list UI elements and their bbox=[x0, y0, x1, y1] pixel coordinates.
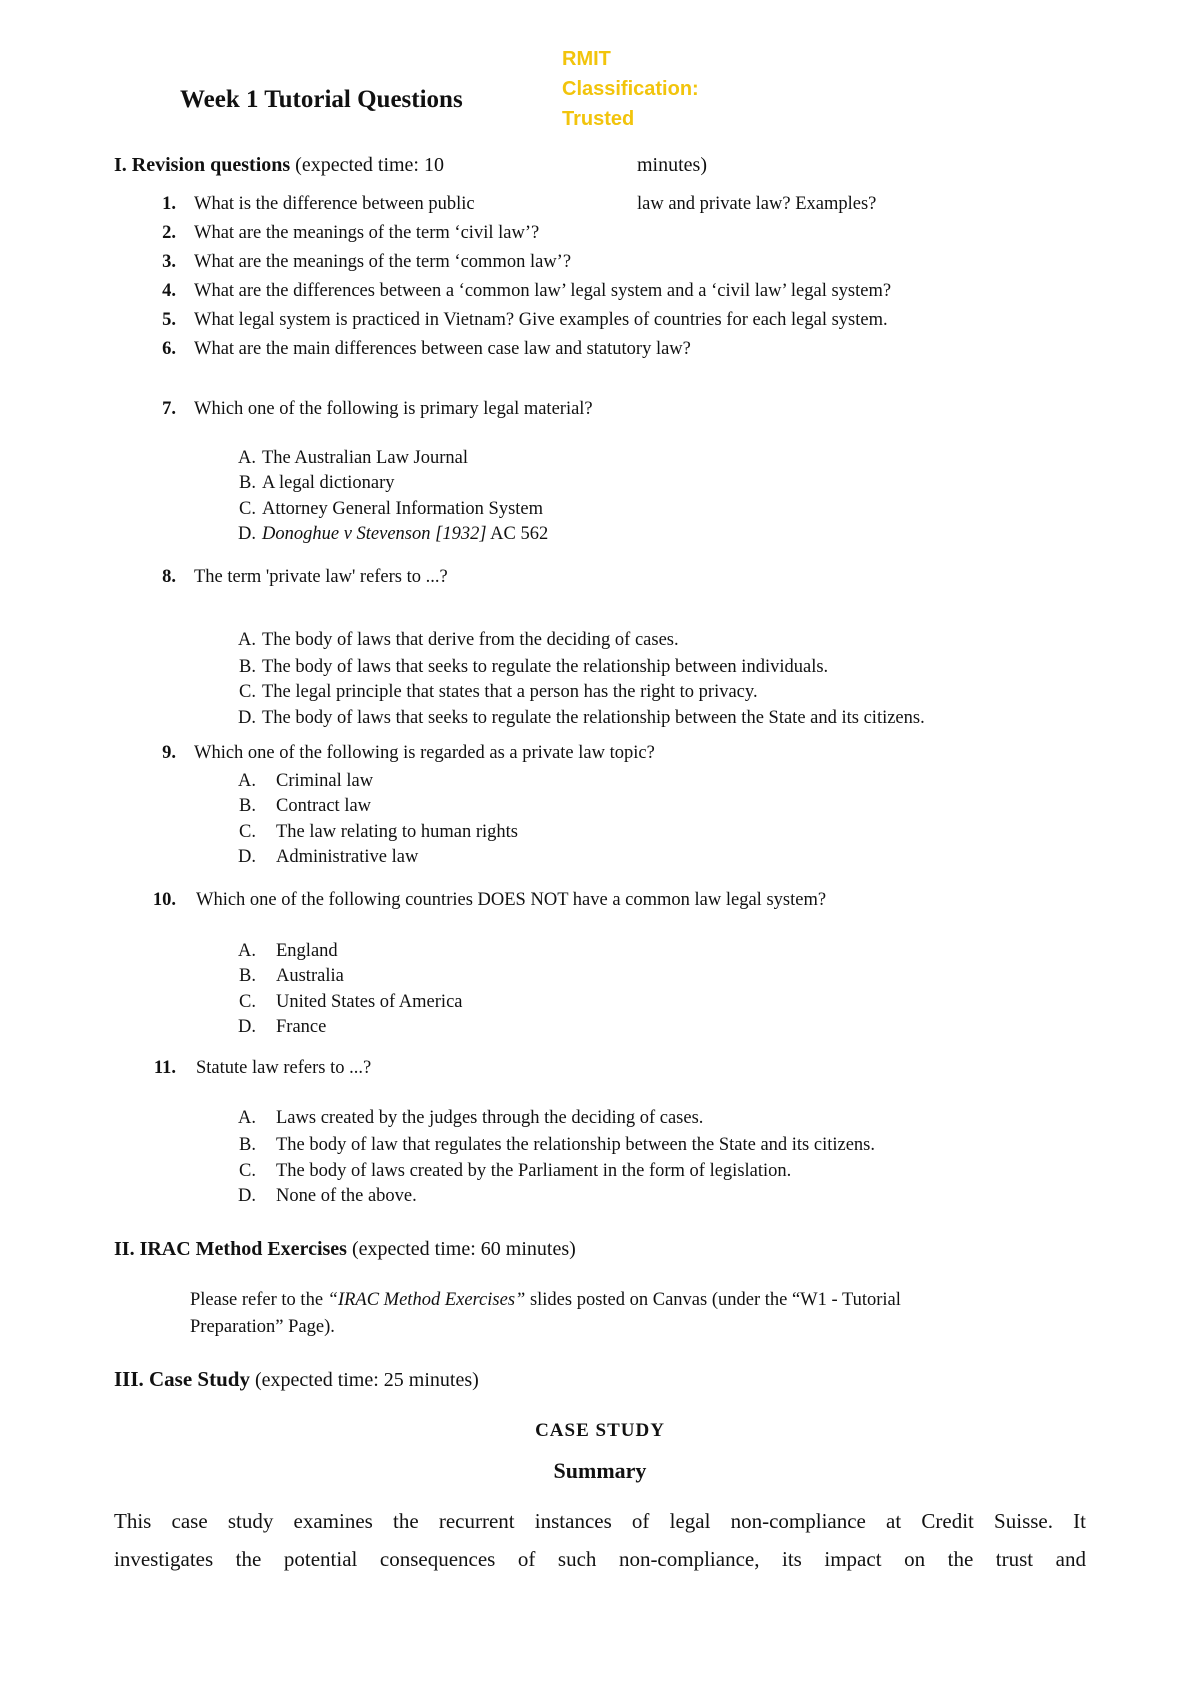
option-text: Attorney General Information System bbox=[262, 499, 544, 519]
section-1-heading bbox=[114, 154, 444, 177]
irac-note bbox=[190, 1290, 901, 1311]
section-2-title: II. IRAC Method Exercises bbox=[114, 1238, 347, 1260]
question-text: What are the meanings of the term ‘civil law’? bbox=[194, 223, 540, 243]
section-1-title: I. Revision questions bbox=[114, 154, 291, 176]
question-number: 7. bbox=[162, 399, 176, 419]
question-number: 3. bbox=[162, 252, 176, 272]
irac-note-italic: “IRAC Method Exercises” bbox=[327, 1290, 526, 1310]
section-1-time-end: minutes) bbox=[637, 154, 707, 176]
option-text: Laws created by the judges through the deciding of cases. bbox=[276, 1108, 704, 1128]
question-text: What is the difference between public bbox=[194, 194, 475, 214]
option-text: A legal dictionary bbox=[262, 473, 395, 493]
option-text: The Australian Law Journal bbox=[262, 448, 469, 468]
question-text: What are the main differences between case law and statutory law? bbox=[194, 339, 691, 359]
option-letter: C. bbox=[239, 682, 256, 702]
section-1-time: (expected time: 10 bbox=[295, 154, 444, 176]
case-study-heading: CASE STUDY bbox=[535, 1420, 665, 1441]
section-2-time: (expected time: 60 minutes) bbox=[351, 1238, 576, 1260]
option-letter: A. bbox=[238, 448, 256, 468]
section-3-heading bbox=[114, 1367, 479, 1392]
option-text: The body of laws that derive from the deciding of cases. bbox=[262, 630, 679, 650]
option-case-name: Donoghue v Stevenson [1932] bbox=[262, 524, 487, 544]
irac-note-line-2: Preparation” Page). bbox=[190, 1317, 335, 1337]
option-text: The body of laws that seeks to regulate the relationship between the State and its citizens. bbox=[262, 708, 925, 728]
question-number: 6. bbox=[162, 339, 176, 359]
question-number: 8. bbox=[162, 567, 176, 587]
option-citation: AC 562 bbox=[486, 524, 549, 544]
option-letter: A. bbox=[238, 1108, 256, 1128]
option-letter: D. bbox=[238, 1017, 256, 1037]
classification-label: RMIT Classification: Trusted bbox=[562, 48, 699, 130]
section-3-title: III. Case Study bbox=[114, 1367, 250, 1391]
option-letter: C. bbox=[239, 1161, 256, 1181]
option-letter: C. bbox=[239, 499, 256, 519]
option-text: The body of law that regulates the relationship between the State and its citizens. bbox=[276, 1135, 876, 1155]
option-letter: B. bbox=[239, 796, 256, 816]
option-letter: B. bbox=[239, 473, 256, 493]
option-text: The law relating to human rights bbox=[276, 822, 518, 842]
irac-note-text-end: slides posted on Canvas (under the “W1 - Tutorial bbox=[525, 1290, 901, 1310]
question-text: The term 'private law' refers to ...? bbox=[194, 567, 448, 587]
option-text: England bbox=[276, 941, 338, 961]
option-letter: C. bbox=[239, 992, 256, 1012]
section-2-heading bbox=[114, 1238, 576, 1261]
option-letter: D. bbox=[238, 847, 256, 867]
option-text: Criminal law bbox=[276, 771, 374, 791]
option-text bbox=[262, 524, 548, 545]
question-text: Statute law refers to ...? bbox=[196, 1058, 372, 1078]
question-text: What are the differences between a ‘common law’ legal system and a ‘civil law’ legal system? bbox=[194, 281, 892, 301]
question-number: 4. bbox=[162, 281, 176, 301]
option-letter: D. bbox=[238, 524, 256, 544]
option-text: Australia bbox=[276, 966, 344, 986]
question-number: 1. bbox=[162, 194, 176, 214]
question-text-continued: law and private law? Examples? bbox=[637, 194, 877, 214]
question-number: 11. bbox=[153, 1058, 176, 1078]
option-text: France bbox=[276, 1017, 327, 1037]
irac-note-text: Please refer to the bbox=[190, 1290, 328, 1310]
option-letter: A. bbox=[238, 771, 256, 791]
question-text: Which one of the following countries DOES NOT have a common law legal system? bbox=[196, 890, 827, 910]
option-letter: B. bbox=[239, 657, 256, 677]
section-3-time: (expected time: 25 minutes) bbox=[254, 1369, 479, 1391]
question-text: What legal system is practiced in Vietnam? Give examples of countries for each legal system. bbox=[194, 310, 888, 330]
option-text: The body of laws that seeks to regulate the relationship between individuals. bbox=[262, 657, 829, 677]
option-letter: A. bbox=[238, 630, 256, 650]
option-letter: D. bbox=[238, 708, 256, 728]
option-text: None of the above. bbox=[276, 1186, 417, 1206]
option-letter: B. bbox=[239, 1135, 256, 1155]
option-letter: A. bbox=[238, 941, 256, 961]
question-number: 5. bbox=[162, 310, 176, 330]
case-study-paragraph-line-2: investigates the potential consequences of such non-compliance, its impact on the trust and bbox=[114, 1547, 1086, 1571]
option-text: Contract law bbox=[276, 796, 372, 816]
option-text: The legal principle that states that a person has the right to privacy. bbox=[262, 682, 758, 702]
question-number: 9. bbox=[162, 743, 176, 763]
option-text: United States of America bbox=[276, 992, 463, 1012]
case-study-paragraph-line-1: This case study examines the recurrent instances of legal non-compliance at Credit Suisse. It bbox=[114, 1509, 1086, 1533]
question-text: Which one of the following is regarded as a private law topic? bbox=[194, 743, 655, 763]
option-letter: D. bbox=[238, 1186, 256, 1206]
option-text: Administrative law bbox=[276, 847, 419, 867]
question-text: Which one of the following is primary legal material? bbox=[194, 399, 593, 419]
question-text: What are the meanings of the term ‘common law’? bbox=[194, 252, 572, 272]
option-letter: C. bbox=[239, 822, 256, 842]
option-letter: B. bbox=[239, 966, 256, 986]
option-text: The body of laws created by the Parliament in the form of legislation. bbox=[276, 1161, 792, 1181]
question-number: 10. bbox=[152, 890, 176, 910]
page-title: Week 1 Tutorial Questions bbox=[180, 86, 463, 113]
question-number: 2. bbox=[162, 223, 176, 243]
case-study-subheading: Summary bbox=[553, 1458, 647, 1483]
